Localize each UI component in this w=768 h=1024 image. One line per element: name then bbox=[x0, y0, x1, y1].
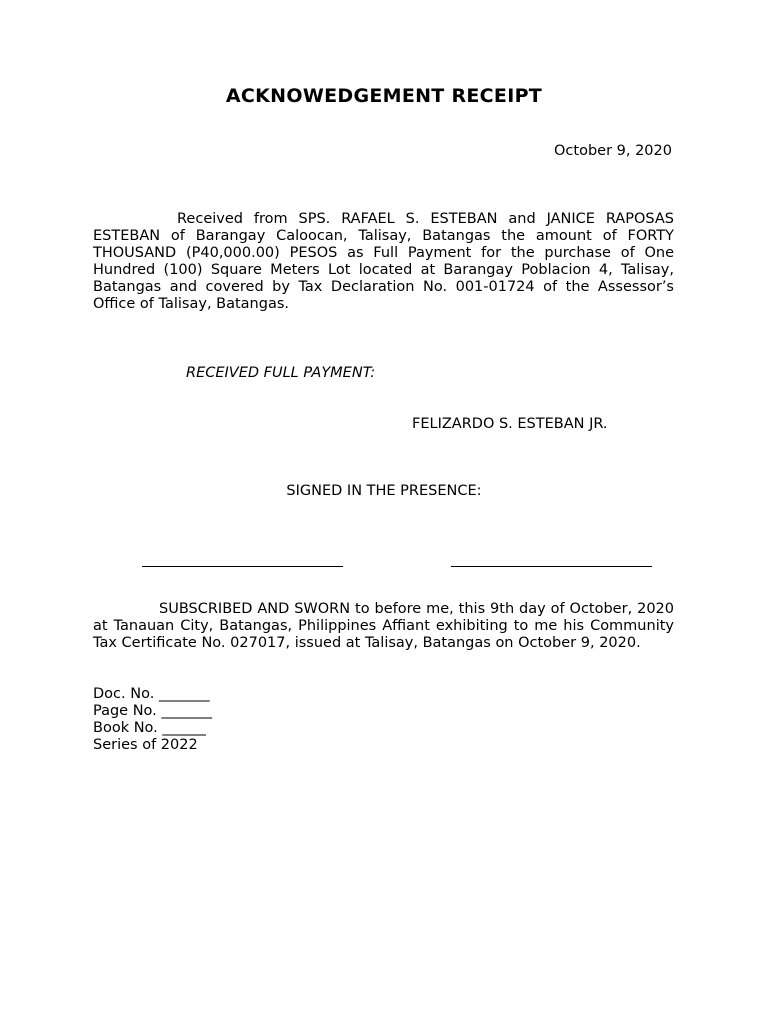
page-number: Page No. _______ bbox=[93, 703, 213, 719]
received-paragraph: Received from SPS. RAFAEL S. ESTEBAN and JANICE RAPOSAS ESTEBAN of Barangay Caloocan, Talisay, Batangas the amount of FORTY THOUSAND (P40,000.00) PESOS as Full Payment for the purchase of One Hundred (100) Square Meters Lot located at Barangay Poblacion 4, Talisay, Batangas and covered by Tax Declaration No. 001-01724 of the Assessor’s Office of Talisay, Batangas. bbox=[93, 211, 674, 312]
signatory-name: FELIZARDO S. ESTEBAN JR. bbox=[412, 416, 608, 432]
series-year: Series of 2022 bbox=[93, 737, 198, 753]
witness-signature-line-right bbox=[451, 566, 652, 567]
book-number: Book No. ______ bbox=[93, 720, 206, 736]
document-title: ACKNOWEDGEMENT RECEIPT bbox=[225, 85, 543, 107]
received-full-payment-label: RECEIVED FULL PAYMENT: bbox=[186, 365, 376, 381]
document-date: October 9, 2020 bbox=[554, 143, 672, 159]
subscribed-sworn-paragraph: SUBSCRIBED AND SWORN to before me, this 9th day of October, 2020 at Tanauan City, Batangas, Philippines Affiant exhibiting to me his Community Tax Certificate No. 027017, issued at Talisay, Batangas on October 9, 2020. bbox=[93, 601, 674, 651]
witness-signature-line-left bbox=[142, 566, 343, 567]
signed-in-presence-label: SIGNED IN THE PRESENCE: bbox=[286, 483, 482, 499]
doc-number: Doc. No. _______ bbox=[93, 686, 210, 702]
notarial-details bbox=[93, 686, 212, 754]
